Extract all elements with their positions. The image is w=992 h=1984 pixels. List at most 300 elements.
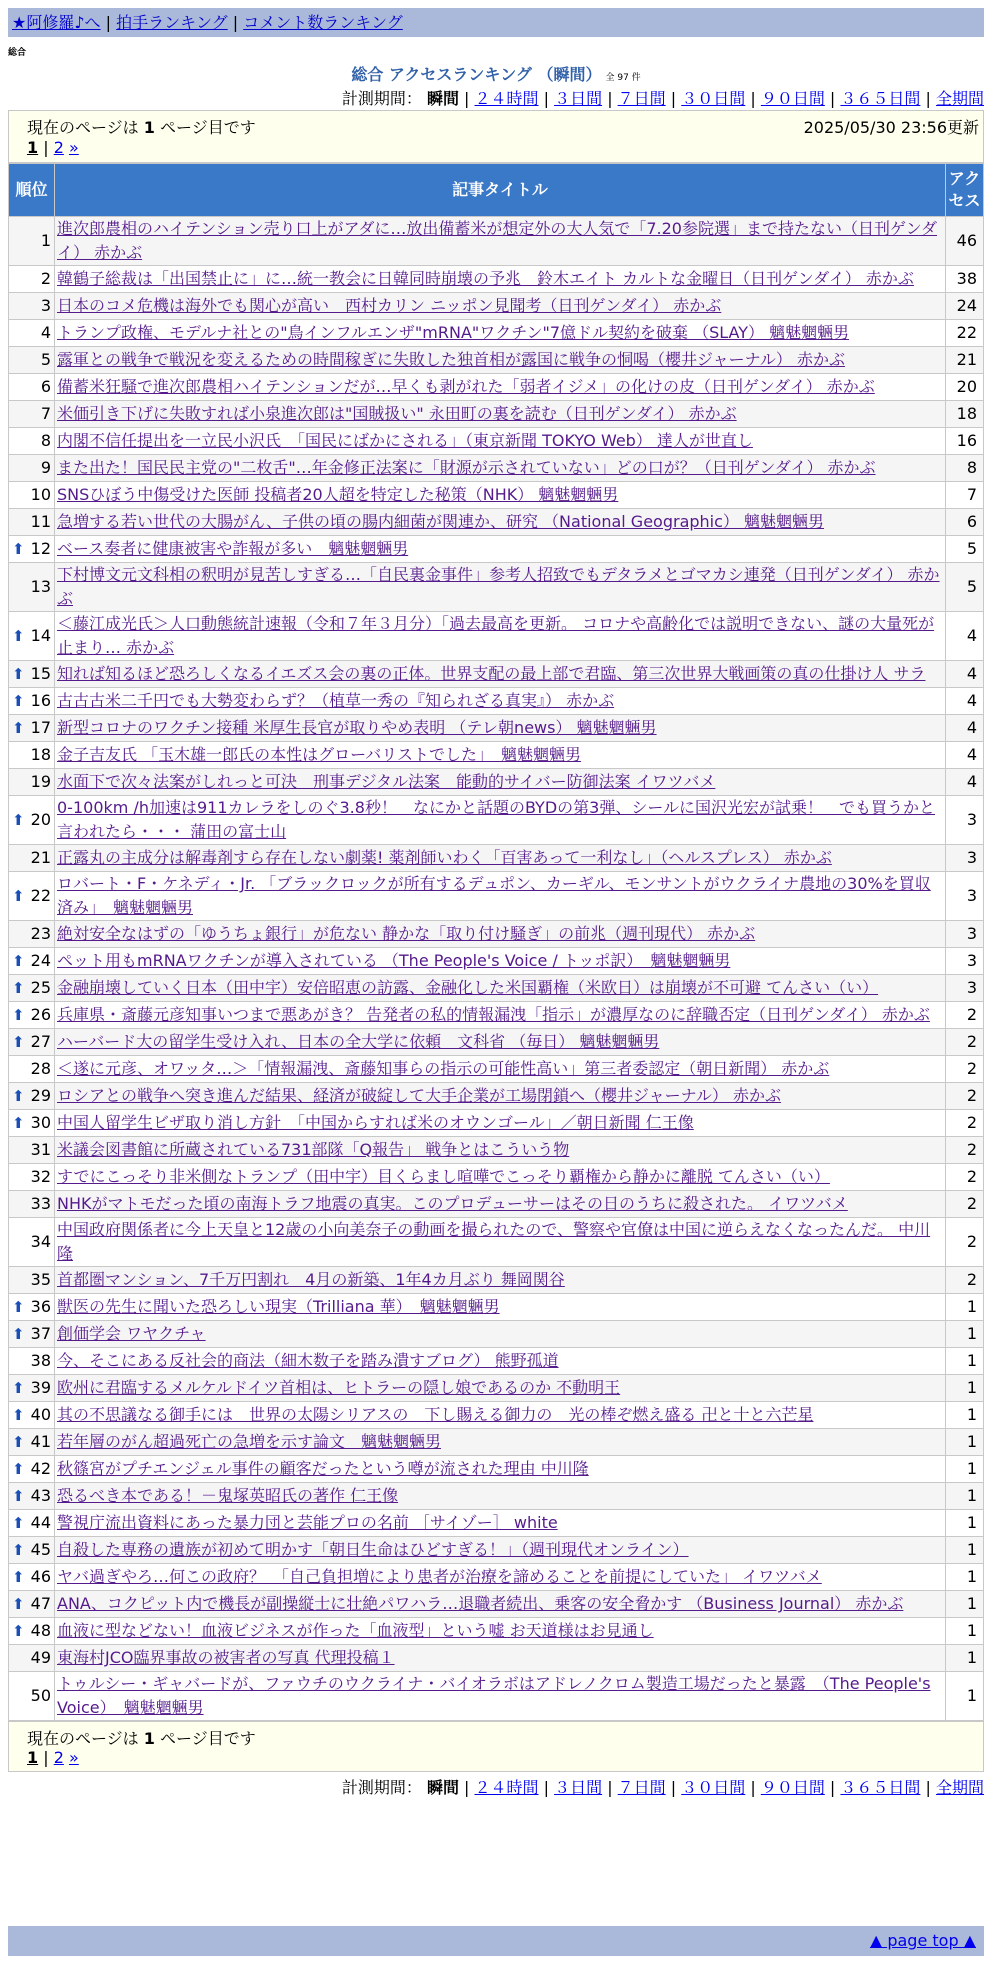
rank-number: 46: [30, 1567, 51, 1586]
rank-number: 6: [40, 377, 51, 396]
rank-number: 25: [30, 978, 51, 997]
title-cell: [55, 612, 946, 661]
title-cell: [55, 1164, 946, 1191]
period-label-bottom: 計測期間：: [341, 1778, 422, 1797]
article-link[interactable]: ANA、コクピット内で機長が副操縦士に壮絶パワハラ…退職者続出、乗客の安全脅かす （Business Journal） 赤かぶ: [57, 1594, 904, 1613]
title-cell: [55, 715, 946, 742]
access-count: 1: [946, 1645, 984, 1672]
access-count: 8: [946, 455, 984, 482]
title-cell: [55, 1110, 946, 1137]
table-row: [9, 1191, 984, 1218]
rank-number: 42: [30, 1459, 51, 1478]
period-link-all[interactable]: 全期間: [935, 89, 984, 108]
rank-number: 48: [30, 1621, 51, 1640]
table-row: [9, 1294, 984, 1321]
article-link[interactable]: 露軍との戦争で戦況を変えるための時間稼ぎに失敗した独首相が露国に戦争の恫喝（櫻井ジャーナル） 赤かぶ: [57, 350, 845, 369]
page-info-after: ページ目です: [160, 118, 256, 137]
article-link[interactable]: ハーバード大の留学生受け入れ、日本の全大学に依頼 文科省 （毎日） 魑魅魍魎男: [57, 1032, 660, 1051]
period-link-7d[interactable]: ７日間: [617, 89, 666, 108]
article-link[interactable]: 水面下で次々法案がしれっと可決 刑事デジタル法案 能動的サイバー防御法案 イワツバメ: [57, 772, 716, 791]
title-cell: [55, 1137, 946, 1164]
rank-cell: [9, 872, 55, 921]
title-cell: [55, 1348, 946, 1375]
page-info-number-bottom: 1: [143, 1729, 155, 1748]
nav-link-comment-ranking[interactable]: コメント数ランキング: [243, 13, 403, 32]
rank-cell: [9, 1591, 55, 1618]
title-cell: [55, 1267, 946, 1294]
rank-cell: [9, 1402, 55, 1429]
period-link-3d-bottom[interactable]: ３日間: [554, 1778, 603, 1797]
header-title: 記事タイトル: [55, 164, 946, 217]
title-cell: [55, 948, 946, 975]
rank-number: 30: [30, 1113, 51, 1132]
up-arrow-icon: ⬆: [12, 887, 25, 905]
access-count: 2: [946, 1110, 984, 1137]
table-row: [9, 455, 984, 482]
table-row: [9, 1348, 984, 1375]
rank-cell: [9, 1056, 55, 1083]
table-row: [9, 661, 984, 688]
table-row: [9, 612, 984, 661]
period-link-all-bottom[interactable]: 全期間: [935, 1778, 984, 1797]
table-row: [9, 1267, 984, 1294]
table-row: [9, 845, 984, 872]
access-count: 1: [946, 1321, 984, 1348]
rank-cell: [9, 661, 55, 688]
page-info-top: [8, 110, 984, 163]
rank-cell: [9, 1348, 55, 1375]
access-count: 24: [946, 293, 984, 320]
access-count: 1: [946, 1456, 984, 1483]
nav-link-applause-ranking[interactable]: 拍手ランキング: [116, 13, 228, 32]
up-arrow-icon: ⬆: [12, 1298, 25, 1316]
title-cell: [55, 1456, 946, 1483]
article-link[interactable]: 首都圏マンション、7千万円割れ 4月の新築、1年4カ月ぶり 舞岡関谷: [57, 1270, 565, 1289]
period-link-365d[interactable]: ３６５日間: [840, 89, 921, 108]
table-row: [9, 742, 984, 769]
article-link[interactable]: 内閣不信任提出を一立民小沢氏 「国民にばかにされる」（東京新聞 TOKYO Web） 達人が世直し: [57, 431, 753, 450]
rank-number: 3: [40, 296, 51, 315]
access-count: 46: [946, 217, 984, 266]
pager-bottom: 1 | 2 »: [27, 1748, 79, 1767]
access-count: 1: [946, 1537, 984, 1564]
rank-number: 38: [30, 1351, 51, 1370]
up-arrow-icon: ⬆: [12, 1487, 25, 1505]
access-count: 7: [946, 482, 984, 509]
article-link[interactable]: トランプ政権、モデルナ社との"鳥インフルエンザ"mRNA"ワクチン"7億ドル契約を破棄 （SLAY） 魑魅魍魎男: [57, 323, 850, 342]
up-arrow-icon: ⬆: [12, 979, 25, 997]
up-arrow-icon: ⬆: [12, 1114, 25, 1132]
table-row: [9, 1083, 984, 1110]
pager-next[interactable]: »: [68, 138, 79, 157]
total-count: 全 97 件: [605, 73, 641, 83]
period-link-24h[interactable]: ２４時間: [474, 89, 539, 108]
article-link[interactable]: 金子吉友氏 「玉木雄一郎氏の本性はグローバリストでした」 魑魅魍魎男: [57, 745, 581, 764]
title-cell: [55, 1591, 946, 1618]
table-row: [9, 921, 984, 948]
title-cell: [55, 742, 946, 769]
article-link[interactable]: ロシアとの戦争へ突き進んだ結果、経済が破綻して大手企業が工場閉鎖へ（櫻井ジャーナル） 赤かぶ: [57, 1086, 781, 1105]
period-link-3d[interactable]: ３日間: [554, 89, 603, 108]
article-link[interactable]: SNSひぼう中傷受けた医師 投稿者20人超を特定した秘策（NHK） 魑魅魍魎男: [57, 485, 619, 504]
table-row: [9, 1456, 984, 1483]
article-link[interactable]: 自殺した専務の遺族が初めて明かす「朝日生命はひどすぎる！」（週刊現代オンライン）: [57, 1540, 689, 1559]
table-row: [9, 1510, 984, 1537]
title-cell: [55, 509, 946, 536]
table-row: [9, 509, 984, 536]
nav-link-ashura[interactable]: ★阿修羅♪へ: [12, 13, 101, 32]
title-cell: [55, 975, 946, 1002]
rank-cell: [9, 536, 55, 563]
article-link[interactable]: ペット用もmRNAワクチンが導入されている （The People's Voice / トッポ訳） 魑魅魍魎男: [57, 951, 731, 970]
access-count: 4: [946, 715, 984, 742]
up-arrow-icon: ⬆: [12, 665, 25, 683]
title-cell: [55, 1191, 946, 1218]
article-link[interactable]: 血液に型などない！血液ビジネスが作った「血液型」という嘘 お天道様はお見通し: [57, 1621, 654, 1640]
rank-cell: [9, 374, 55, 401]
rank-number: 26: [30, 1005, 51, 1024]
up-arrow-icon: ⬆: [12, 811, 25, 829]
access-count: 1: [946, 1294, 984, 1321]
title-cell: [55, 1564, 946, 1591]
article-link[interactable]: ヤバ過ぎやろ…何この政府？ 「自己負担増により患者が治療を諦めることを前提にしていた」 イワツバメ: [57, 1567, 822, 1586]
period-current: 瞬間: [426, 89, 459, 108]
rank-number: 20: [30, 810, 51, 829]
rank-number: 7: [40, 404, 51, 423]
article-link[interactable]: 金融崩壊していく日本（田中宇）安倍昭恵の訪露、金融化した米国覇権（米欧日）は崩壊が不可避 てんさい（い）: [57, 978, 879, 997]
rank-cell: [9, 715, 55, 742]
article-link[interactable]: 新型コロナのワクチン接種 米厚生長官が取りやめ表明 （テレ朝news） 魑魅魍魎男: [57, 718, 657, 737]
table-row: [9, 1321, 984, 1348]
article-link[interactable]: 獣医の先生に聞いた恐ろしい現実（Trilliana 華） 魑魅魍魎男: [57, 1297, 500, 1316]
page-info-before: 現在のページは: [27, 118, 139, 137]
article-link[interactable]: 下村博文元文科相の釈明が見苦しすぎる…「自民裏金事件」参考人招致でもデタラメとゴマカシ連発（日刊ゲンダイ） 赤かぶ: [57, 565, 940, 608]
article-link[interactable]: すでにこっそり非米側なトランプ（田中宇）目くらまし喧嘩でこっそり覇権から静かに離脱 てんさい（い）: [57, 1167, 830, 1186]
up-arrow-icon: ⬆: [12, 1460, 25, 1478]
access-count: 3: [946, 872, 984, 921]
article-link[interactable]: 欧州に君臨するメルケルドイツ首相は、ヒトラーの隠し娘であるのか 不動明王: [57, 1378, 621, 1397]
table-row: [9, 1164, 984, 1191]
rank-number: 1: [40, 231, 51, 250]
top-nav-bar: [8, 8, 984, 37]
rank-cell: [9, 921, 55, 948]
rank-number: 22: [30, 886, 51, 905]
period-link-90d-bottom[interactable]: ９０日間: [760, 1778, 825, 1797]
access-count: 2: [946, 1218, 984, 1267]
rank-number: 29: [30, 1086, 51, 1105]
access-count: 2: [946, 1164, 984, 1191]
title-cell: [55, 796, 946, 845]
article-link[interactable]: 今、そこにある反社会的商法（細木数子を踏み潰すブログ） 熊野孤道: [57, 1351, 559, 1370]
table-row: [9, 482, 984, 509]
table-row: [9, 1591, 984, 1618]
article-link[interactable]: 創価学会 ワヤクチャ: [57, 1324, 206, 1343]
rank-number: 50: [30, 1686, 51, 1705]
access-count: 16: [946, 428, 984, 455]
article-link[interactable]: 正露丸の主成分は解毒剤すら存在しない劇薬! 薬剤師いわく「百害あって一利なし」（ヘルスプレス） 赤かぶ: [57, 848, 832, 867]
rank-cell: [9, 845, 55, 872]
article-link[interactable]: NHKがマトモだった頃の南海トラフ地震の真実。このプロデューサーはその日のうちに殺された。 イワツバメ: [57, 1194, 848, 1213]
rank-number: 8: [40, 431, 51, 450]
article-link[interactable]: 急増する若い世代の大腸がん、子供の頃の腸内細菌が関連か、研究 （National Geographic） 魑魅魍魎男: [57, 512, 825, 531]
rank-cell: [9, 742, 55, 769]
access-count: 4: [946, 612, 984, 661]
up-arrow-icon: ⬆: [12, 1433, 25, 1451]
up-arrow-icon: ⬆: [12, 1541, 25, 1559]
title-cell: [55, 347, 946, 374]
table-row: [9, 1537, 984, 1564]
title-cell: [55, 1056, 946, 1083]
rank-cell: [9, 1483, 55, 1510]
article-link[interactable]: 絶対安全なはずの「ゆうちょ銀行」が危ない 静かな「取り付け騒ぎ」の前兆（週刊現代） 赤かぶ: [57, 924, 756, 943]
access-count: 1: [946, 1618, 984, 1645]
article-link[interactable]: 兵庫県・斎藤元彦知事いつまで悪あがき？ 告発者の私的情報漏洩「指示」が濃厚なのに辞職否定（日刊ゲンダイ） 赤かぶ: [57, 1005, 930, 1024]
article-link[interactable]: 秋篠宮がプチエンジェル事件の顧客だったという噂が流された理由 中川隆: [57, 1459, 589, 1478]
access-count: 1: [946, 1375, 984, 1402]
article-link[interactable]: 中国人留学生ビザ取り消し方針 「中国からすれば米のオウンゴール」／朝日新聞 仁王像: [57, 1113, 694, 1132]
rank-number: 31: [30, 1140, 51, 1159]
pager: 1 | 2 »: [27, 138, 79, 157]
rank-number: 16: [30, 691, 51, 710]
access-count: 4: [946, 769, 984, 796]
access-count: 20: [946, 374, 984, 401]
title-cell: [55, 845, 946, 872]
title-cell: [55, 1429, 946, 1456]
period-link-30d[interactable]: ３０日間: [681, 89, 746, 108]
ranking-table: [8, 163, 984, 1721]
title-cell: [55, 1375, 946, 1402]
access-count: 1: [946, 1429, 984, 1456]
table-row: [9, 563, 984, 612]
article-link[interactable]: また出た！国民民主党の"二枚舌"…年金修正法案に「財源が示されていない」どの口が？（日刊ゲンダイ） 赤かぶ: [57, 458, 876, 477]
rank-cell: [9, 769, 55, 796]
rank-number: 12: [30, 539, 51, 558]
rank-cell: [9, 1002, 55, 1029]
title-cell: [55, 1218, 946, 1267]
table-row: [9, 715, 984, 742]
nav-separator: |: [105, 13, 112, 32]
rank-cell: [9, 1321, 55, 1348]
article-link[interactable]: 警視庁流出資料にあった暴力団と芸能プロの名前 ［サイゾー］ white: [57, 1513, 558, 1532]
table-row: [9, 688, 984, 715]
rank-number: 44: [30, 1513, 51, 1532]
title-cell: [55, 536, 946, 563]
rank-number: 47: [30, 1594, 51, 1613]
ranking-table-body: [9, 217, 984, 1721]
rank-cell: [9, 1645, 55, 1672]
page-info-bottom: [8, 1721, 984, 1772]
access-count: 3: [946, 921, 984, 948]
article-link[interactable]: 其の不思議なる御手には 世界の太陽シリアスの 下し賜える御力の 光の棒ぞ燃え盛る 卍と十と六芒星: [57, 1405, 814, 1424]
access-count: 2: [946, 1002, 984, 1029]
period-link-30d-bottom[interactable]: ３０日間: [681, 1778, 746, 1797]
period-selector-bottom: 計測期間： 瞬間 | ２４時間 | ３日間 | ７日間 | ３０日間 | ９０日間 | ３６５日間 | 全期間: [341, 1778, 984, 1797]
title-cell: [55, 688, 946, 715]
rank-number: 37: [30, 1324, 51, 1343]
title-cell: [55, 1618, 946, 1645]
up-arrow-icon: ⬆: [12, 952, 25, 970]
pager-page-2-bottom[interactable]: 2: [53, 1748, 64, 1767]
rank-cell: [9, 563, 55, 612]
rank-cell: [9, 1672, 55, 1721]
access-count: 5: [946, 536, 984, 563]
rank-number: 41: [30, 1432, 51, 1451]
title-cell: [55, 1483, 946, 1510]
up-arrow-icon: ⬆: [12, 1006, 25, 1024]
table-row: [9, 1375, 984, 1402]
table-row: [9, 796, 984, 845]
title-cell: [55, 921, 946, 948]
title-cell: [55, 661, 946, 688]
header-rank: 順位: [9, 164, 55, 217]
article-link[interactable]: トゥルシー・ギャバードが、ファウチのウクライナ・バイオラボはアドレノクロム製造工場だったと暴露 （The People's Voice） 魑魅魍魎男: [57, 1674, 931, 1717]
page-info-number: 1: [143, 118, 155, 137]
access-count: 4: [946, 742, 984, 769]
rank-cell: [9, 975, 55, 1002]
up-arrow-icon: ⬆: [12, 540, 25, 558]
rank-cell: [9, 347, 55, 374]
rank-number: 5: [40, 350, 51, 369]
article-link[interactable]: 韓鶴子総裁は「出国禁止に」に…統一教会に日韓同時崩壊の予兆 鈴木エイト カルトな金曜日（日刊ゲンダイ） 赤かぶ: [57, 269, 914, 288]
table-row: [9, 217, 984, 266]
pager-next-bottom[interactable]: »: [68, 1748, 79, 1767]
access-count: 1: [946, 1564, 984, 1591]
access-count: 4: [946, 688, 984, 715]
article-link[interactable]: 0-100km /h加速は911カレラをしのぐ3.8秒！ なにかと話題のBYDの第3弾、シールに国沢光宏が試乗！ でも買うかと言われたら・・・ 蒲田の富士山: [57, 798, 936, 841]
rank-cell: [9, 1137, 55, 1164]
period-link-90d[interactable]: ９０日間: [760, 89, 825, 108]
rank-cell: [9, 401, 55, 428]
nav-separator: |: [232, 13, 239, 32]
rank-number: 11: [30, 512, 51, 531]
access-count: 22: [946, 320, 984, 347]
article-link[interactable]: 知れば知るほど恐ろしくなるイエズス会の裏の正体。世界支配の最上部で君臨、第三次世界大戦画策の真の仕掛け人 サラ: [57, 664, 926, 683]
title-cell: [55, 1645, 946, 1672]
rank-number: 24: [30, 951, 51, 970]
pager-current-page-bottom: 1: [27, 1748, 39, 1767]
up-arrow-icon: ⬆: [12, 627, 25, 645]
period-selector-top: 計測期間： 瞬間 | ２４時間 | ３日間 | ７日間 | ３０日間 | ９０日間 | ３６５日間 | 全期間: [341, 89, 984, 108]
rank-cell: [9, 1191, 55, 1218]
page-top-link[interactable]: ▲ page top ▲: [869, 1931, 976, 1950]
article-link[interactable]: 古古古米二千円でも大勢変わらず？（植草一秀の『知られざる真実』） 赤かぶ: [57, 691, 615, 710]
rank-cell: [9, 320, 55, 347]
rank-number: 15: [30, 664, 51, 683]
rank-cell: [9, 455, 55, 482]
rank-cell: [9, 1294, 55, 1321]
rank-cell: [9, 1564, 55, 1591]
title-cell: [55, 217, 946, 266]
up-arrow-icon: ⬆: [12, 1087, 25, 1105]
rank-number: 17: [30, 718, 51, 737]
rank-number: 28: [30, 1059, 51, 1078]
title-cell: [55, 563, 946, 612]
rank-number: 34: [30, 1232, 51, 1251]
period-link-7d-bottom[interactable]: ７日間: [617, 1778, 666, 1797]
rank-number: 14: [30, 626, 51, 645]
rank-number: 43: [30, 1486, 51, 1505]
page-title: [0, 62, 992, 85]
period-label: 計測期間：: [341, 89, 422, 108]
article-link[interactable]: ＜遂に元彦、オワッタ…＞「情報漏洩、斎藤知事らの指示の可能性高い」第三者委認定（朝日新聞） 赤かぶ: [57, 1059, 830, 1078]
title-cell: [55, 401, 946, 428]
table-row: [9, 401, 984, 428]
access-count: 4: [946, 661, 984, 688]
table-row: [9, 1218, 984, 1267]
title-cell: [55, 320, 946, 347]
title-cell: [55, 1537, 946, 1564]
title-cell: [55, 428, 946, 455]
rank-number: 2: [40, 269, 51, 288]
access-count: 3: [946, 975, 984, 1002]
table-row: [9, 320, 984, 347]
period-link-365d-bottom[interactable]: ３６５日間: [840, 1778, 921, 1797]
page-info-text: [27, 115, 256, 138]
page-info-text-bottom: [27, 1726, 256, 1749]
article-link[interactable]: 中国政府関係者に今上天皇と12歳の小向美奈子の動画を撮られたので、警察や官僚は中国に逆らえなくなったんだ。 中川隆: [57, 1220, 931, 1263]
article-link[interactable]: ロバート・F・ケネディ・Jr. 「ブラックロックが所有するデュポン、カーギル、モンサントがウクライナ農地の30%を買収済み」 魑魅魍魎男: [57, 874, 931, 917]
title-cell: [55, 293, 946, 320]
article-link[interactable]: 米議会図書館に所蔵されている731部隊「Q報告」 戦争とはこういう物: [57, 1140, 570, 1159]
article-link[interactable]: 東海村JCO臨界事故の被害者の写真 代理投稿１: [57, 1648, 395, 1667]
access-count: 1: [946, 1483, 984, 1510]
access-count: 1: [946, 1672, 984, 1721]
up-arrow-icon: ⬆: [12, 1568, 25, 1586]
access-count: 3: [946, 845, 984, 872]
rank-number: 35: [30, 1270, 51, 1289]
title-cell: [55, 872, 946, 921]
article-link[interactable]: ベース奏者に健康被害や詐報が多い 魑魅魍魎男: [57, 539, 409, 558]
up-arrow-icon: ⬆: [12, 1514, 25, 1532]
access-count: 2: [946, 1267, 984, 1294]
article-link[interactable]: ＜藤江成光氏＞人口動態統計速報（令和７年３月分）「過去最高を更新。 コロナや高齢化では説明できない、謎の大量死が止まり… 赤かぶ: [57, 614, 935, 657]
rank-number: 49: [30, 1648, 51, 1667]
access-count: 21: [946, 347, 984, 374]
rank-number: 9: [40, 458, 51, 477]
up-arrow-icon: ⬆: [12, 1033, 25, 1051]
rank-number: 36: [30, 1297, 51, 1316]
rank-number: 45: [30, 1540, 51, 1559]
article-link[interactable]: 日本のコメ危機は海外でも関心が高い 西村カリン ニッポン見聞考（日刊ゲンダイ） 赤かぶ: [57, 296, 722, 315]
table-row: [9, 266, 984, 293]
table-header-row: [9, 164, 984, 217]
article-link[interactable]: 若年層のがん超過死亡の急増を示す論文 魑魅魍魎男: [57, 1432, 442, 1451]
table-row: [9, 1002, 984, 1029]
article-link[interactable]: 恐るべき本である！－鬼塚英昭氏の著作 仁王像: [57, 1486, 399, 1505]
title-cell: [55, 455, 946, 482]
access-count: 2: [946, 1191, 984, 1218]
rank-cell: [9, 266, 55, 293]
period-link-24h-bottom[interactable]: ２４時間: [474, 1778, 539, 1797]
rank-cell: [9, 482, 55, 509]
rank-cell: [9, 1218, 55, 1267]
article-link[interactable]: 備蓄米狂騒で進次郎農相ハイテンションだが…早くも剥がれた「弱者イジメ」の化けの皮（日刊ゲンダイ） 赤かぶ: [57, 377, 875, 396]
pager-current-page: 1: [27, 138, 39, 157]
article-link[interactable]: 米価引き下げに失敗すれば小泉進次郎は"国賊扱い" 永田町の裏を読む（日刊ゲンダイ） 赤かぶ: [57, 404, 737, 423]
rank-number: 27: [30, 1032, 51, 1051]
rank-cell: [9, 1618, 55, 1645]
table-row: [9, 536, 984, 563]
rank-cell: [9, 1456, 55, 1483]
access-count: 6: [946, 509, 984, 536]
article-link[interactable]: 進次郎農相のハイテンション売り口上がアダに…放出備蓄米が想定外の大人気で「7.20参院選」まで持たない（日刊ゲンダイ） 赤かぶ: [57, 219, 938, 262]
pager-page-2[interactable]: 2: [53, 138, 64, 157]
rank-cell: [9, 1375, 55, 1402]
rank-number: 10: [30, 485, 51, 504]
access-count: 38: [946, 266, 984, 293]
rank-number: 39: [30, 1378, 51, 1397]
rank-cell: [9, 293, 55, 320]
